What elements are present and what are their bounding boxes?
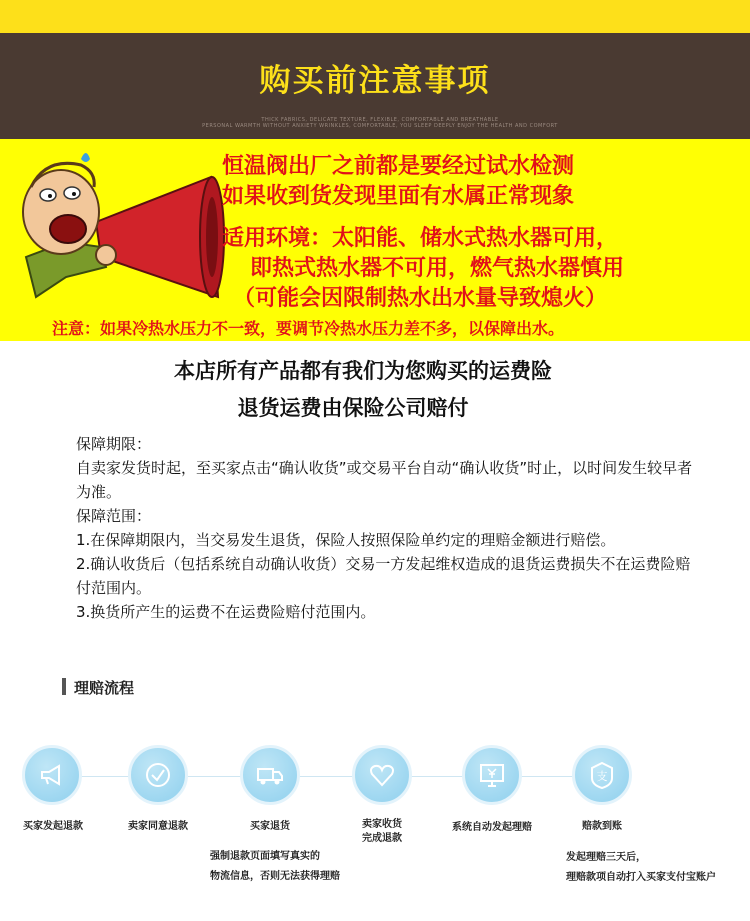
banner-subtitle-line1: THICK FABRICS, DELICATE TEXTURE, FLEXIBLE, COMFORTABLE AND BREATHABLE bbox=[261, 117, 499, 123]
svg-text:支: 支 bbox=[596, 770, 608, 783]
step-label-4-line1: 卖家收货 bbox=[362, 819, 402, 830]
step-circle-6 bbox=[572, 745, 632, 805]
process-connector-line bbox=[30, 776, 630, 777]
section-marker bbox=[62, 678, 66, 695]
scope-item-3: 3.换货所产生的运费不在运费险赔付范围内。 bbox=[76, 603, 376, 621]
terms-section bbox=[76, 432, 696, 624]
notice-line-1: 恒温阀出厂之前都是要经过试水检测 bbox=[222, 154, 575, 179]
step-label-4-line2: 完成退款 bbox=[362, 833, 402, 844]
step-label-3: 买家退货 bbox=[250, 821, 290, 832]
process-title: 理赔流程 bbox=[74, 679, 135, 697]
top-yellow-strip bbox=[0, 0, 750, 33]
notice-line-2: 如果收到货发现里面有水属正常现象 bbox=[222, 184, 575, 209]
check-icon bbox=[143, 760, 173, 790]
banner bbox=[0, 33, 750, 139]
truck-icon bbox=[255, 760, 285, 790]
banner-subtitle-line2: PERSONAL WARMTH WITHOUT ANXIETY WRINKLES, COMFORTABLE, YOU SLEEP DEEPLY ENJOY THE HEALTH AND COMFORT bbox=[202, 123, 558, 129]
note-left-line2: 物流信息，否则无法获得理赔 bbox=[210, 871, 340, 882]
heart-icon bbox=[367, 760, 397, 790]
note-left bbox=[210, 847, 340, 887]
note-right-line1: 发起理赔三天后， bbox=[566, 852, 646, 863]
scope-title: 保障范围： bbox=[76, 507, 152, 525]
step-circle-3 bbox=[240, 745, 300, 805]
note-left-line1: 强制退款页面填写真实的 bbox=[210, 851, 320, 862]
monitor-yen-icon bbox=[477, 760, 507, 790]
scope-item-1: 1.在保障期限内，当交易发生退货，保险人按照保险单约定的理赔金额进行赔偿。 bbox=[76, 531, 616, 549]
megaphone-mascot-icon bbox=[6, 147, 226, 312]
note-right-line2: 理赔款项自动打入买家支付宝账户 bbox=[566, 872, 716, 883]
notice-warning: 注意：如果冷热水压力不一致，要调节冷热水压力差不多，以保障出水。 bbox=[52, 319, 565, 338]
step-label-5: 系统自动发起理赔 bbox=[452, 822, 532, 833]
notice-line-5: （可能会因限制热水出水量导致熄火） bbox=[233, 286, 608, 311]
notice-panel bbox=[0, 139, 750, 341]
megaphone-icon bbox=[37, 760, 67, 790]
period-title: 保障期限： bbox=[76, 435, 152, 453]
period-text: 自卖家发货时起，至买家点击“确认收货”或交易平台自动“确认收货”时止，以时间发生较早者为准。 bbox=[76, 459, 693, 501]
notice-line-3: 适用环境：太阳能、储水式热水器可用， bbox=[222, 226, 619, 251]
scope-item-2: 2.确认收货后（包括系统自动确认收货）交易一方发起维权造成的退货运费损失不在运费险赔付范围内。 bbox=[76, 555, 691, 597]
step-label-6: 赔款到账 bbox=[582, 821, 622, 832]
step-label-2: 卖家同意退款 bbox=[128, 821, 188, 832]
step-circle-5 bbox=[462, 745, 522, 805]
note-right bbox=[566, 848, 716, 888]
banner-subtitle bbox=[170, 117, 590, 129]
headline-line-2: 退货运费由保险公司赔付 bbox=[237, 396, 469, 420]
step-label-1: 买家发起退款 bbox=[23, 821, 83, 832]
step-label-4 bbox=[337, 818, 427, 846]
payment-icon bbox=[587, 760, 617, 790]
notice-line-4: 即热式热水器不可用，燃气热水器慎用 bbox=[250, 256, 625, 281]
step-circle-4 bbox=[352, 745, 412, 805]
step-circle-1 bbox=[22, 745, 82, 805]
headline-line-1: 本店所有产品都有我们为您购买的运费险 bbox=[174, 359, 552, 383]
step-circle-2 bbox=[128, 745, 188, 805]
banner-title: 购买前注意事项 bbox=[259, 63, 491, 99]
